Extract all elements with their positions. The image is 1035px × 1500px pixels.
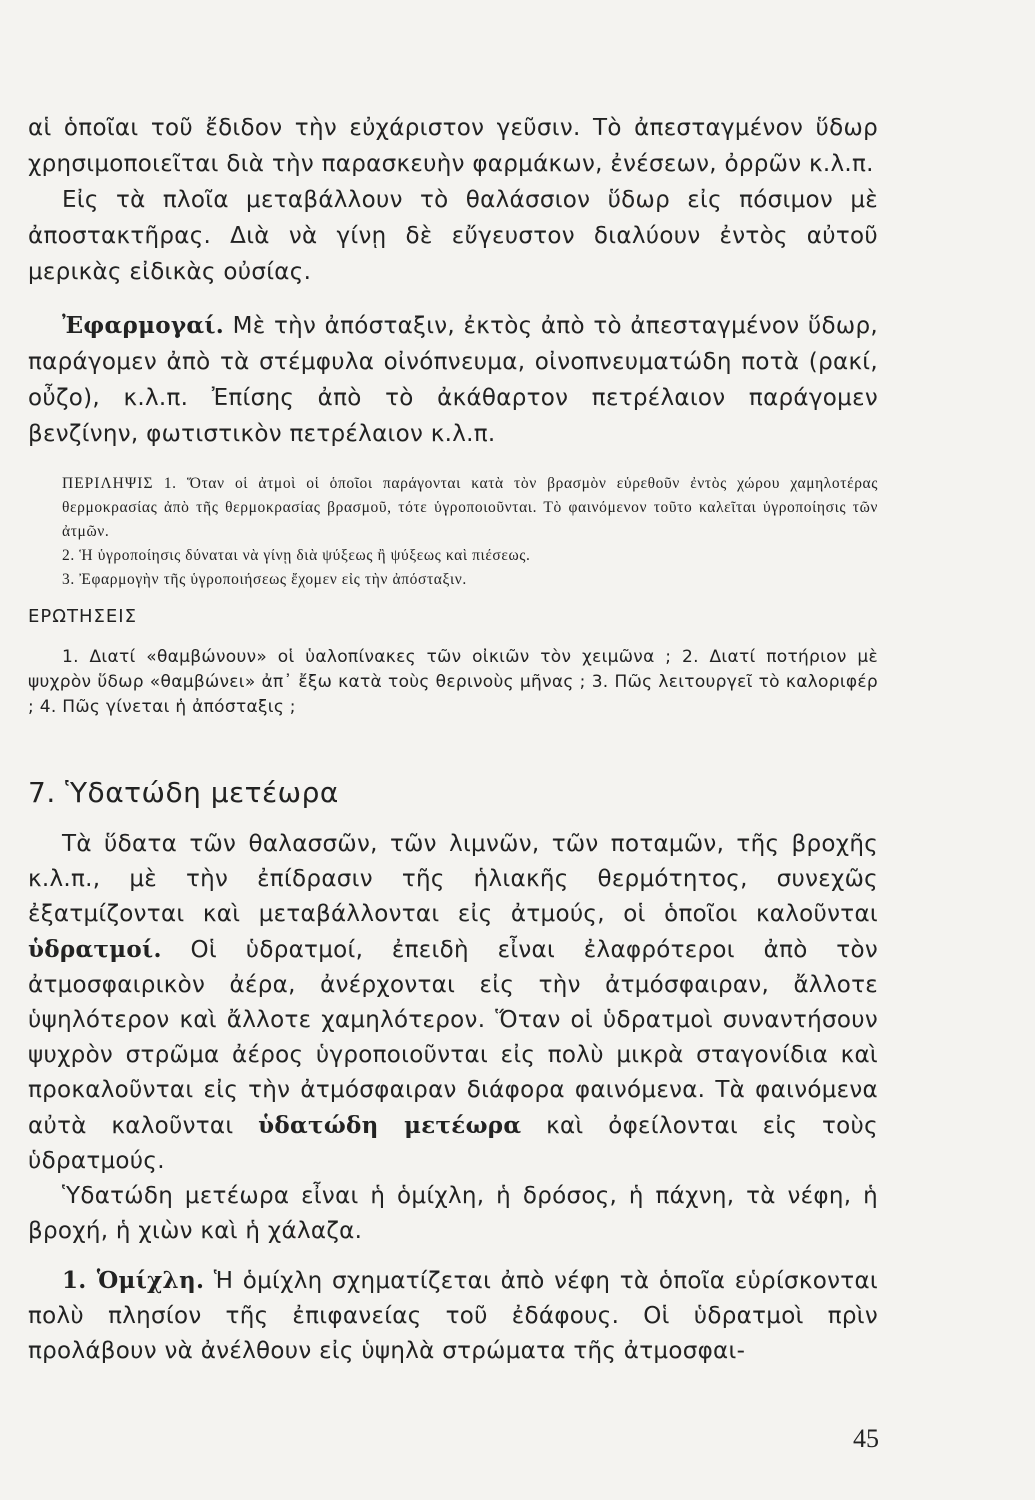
summary-title: ΠΕΡΙΛΗΨΙΣ (62, 475, 154, 492)
text-line: αἱ ὁποῖαι τοῦ ἔδιδον τὴν εὐχάριστον γεῦσιν. Τὸ ἀπεσταγμένον ὕδωρ (28, 115, 878, 141)
term-bold: ὑδατώδη μετέωρα (258, 1112, 522, 1139)
summary-text: Ὅταν οἱ ἀτμοὶ οἱ ὁποῖοι παράγονται κατὰ τὸν βρασμὸν εὑρεθοῦν ἐντὸς χώρου χαμηλοτέρας θερμοκρασίας ἀπὸ τῆς θερμοκρασίας βρασμοῦ, τότε ὑγροποιοῦνται. Τὸ φαινόμενον τοῦτο καλεῖται ὑγροποίησις τῶν ἀτμῶν. (62, 475, 879, 540)
page-number: 45 (853, 1424, 879, 1453)
section-heading: 7. Ὑδατώδη μετέωρα (28, 776, 339, 809)
section-paragraph-1 (28, 827, 878, 1179)
paragraph-applications (28, 308, 878, 452)
paragraph-ships: Εἰς τὰ πλοῖα μεταβάλλουν τὸ θαλάσσιον ὕδωρ εἰς πόσιμον μὲ ἀποστακτῆρας. Διὰ νὰ γίνῃ δὲ εὔγευστον διαλύουν ἐντὸς αὐτοῦ μερικὰς εἰδικὰς οὐσίας. (28, 187, 878, 285)
term-bold: ὑδρατμοί. (28, 936, 162, 963)
text-line: χρησιμοποιεῖται διὰ τὴν παρασκευὴν φαρμάκων, ἐνέσεων, ὀρρῶν κ.λ.π. (28, 151, 874, 177)
summary-item-number: 1. (163, 475, 177, 492)
summary-item-3: 3. Ἐφαρμογὴν τῆς ὑγροποιήσεως ἔχομεν εἰς τὴν ἀπόσταξιν. (62, 571, 467, 588)
applications-text: Μὲ τὴν ἀπόσταξιν, ἐκτὸς ἀπὸ τὸ ἀπεσταγμένον ὕδωρ, παράγομεν ἀπὸ τὰ στέμφυλα οἰνόπνευμα, οἰνοπνευματώδη ποτὰ (ρακί, οὖζο), κ.λ.π. Ἐπίσης ἀπὸ τὸ ἀκάθαρτον πετρέλαιον παράγομεν βενζίνην, φωτιστικὸν πετρέλαιον κ.λ.π. (28, 313, 878, 447)
summary-item-1 (28, 472, 878, 544)
applications-label: Ἐφαρμογαί. (62, 312, 225, 339)
text-run: Τὰ ὕδατα τῶν θαλασσῶν, τῶν λιμνῶν, τῶν ποταμῶν, τῆς βροχῆς κ.λ.π., μὲ τὴν ἐπίδρασιν τῆς ἡλιακῆς θερμότητος, συνεχῶς ἐξατμίζονται καὶ μεταβάλλονται εἰς ἀτμούς, οἱ ὁποῖοι καλοῦνται (28, 831, 878, 927)
subsection-label: 1. Ὁμίχλη. (62, 1267, 205, 1294)
section-paragraph-2: Ὑδατώδη μετέωρα εἶναι ἡ ὁμίχλη, ἡ δρόσος, ἡ πάχνη, τὰ νέφη, ἡ βροχή, ἡ χιὼν καὶ ἡ χάλαζα. (28, 1183, 878, 1244)
subsection-fog (28, 1263, 878, 1369)
text-run: Οἱ ὑδρατμοί, ἐπειδὴ εἶναι ἐλαφρότεροι ἀπὸ τὸν ἀτμοσφαιρικὸν ἀέρα, ἀνέρχονται εἰς τὴν ἀτμόσφαιραν, ἄλλοτε ὑψηλότερον καὶ ἄλλοτε χαμηλότερον. Ὅταν οἱ ὑδρατμοὶ συναντήσουν ψυχρὸν στρῶμα ἀέρος ὑγροποιοῦνται εἰς πολὺ μικρὰ σταγονίδια καὶ προκαλοῦνται εἰς τὴν ἀτμόσφαιραν διάφορα φαινόμενα. Τὰ φαινόμενα αὐτὰ καλοῦνται (28, 937, 878, 1139)
paragraph-continuation (28, 110, 878, 182)
summary-block (28, 472, 878, 592)
questions-text: 1. Διατί «θαμβώνουν» οἱ ὑαλοπίνακες τῶν οἰκιῶν τὸν χειμῶνα ; 2. Διατί ποτήριον μὲ ψυχρὸν ὕδωρ «θαμβώνει» ἀπ᾿ ἔξω κατὰ τοὺς θερινοὺς μῆνας ; 3. Πῶς λειτουργεῖ τὸ καλοριφέρ ; 4. Πῶς γίνεται ἡ ἀπόσταξις ; (28, 647, 878, 717)
text-run: καὶ ὀφείλονται εἰς τοὺς ὑδρατμούς. (28, 1113, 878, 1174)
subsection-text: Ἡ ὁμίχλη σχηματίζεται ἀπὸ νέφη τὰ ὁποῖα εὑρίσκονται πολὺ πλησίον τῆς ἐπιφανείας τοῦ ἐδάφους. Οἱ ὑδρατμοὶ πρὶν προλάβουν νὰ ἀνέλθουν εἰς ὑψηλὰ στρώματα τῆς ἀτμοσφαι- (28, 1268, 878, 1364)
page-content (28, 110, 878, 1369)
questions-title: ΕΡΩΤΗΣΕΙΣ (28, 606, 137, 627)
summary-item-2: 2. Ἡ ὑγροποίησις δύναται νὰ γίνῃ διὰ ψύξεως ἢ ψύξεως καὶ πιέσεως. (62, 547, 531, 564)
